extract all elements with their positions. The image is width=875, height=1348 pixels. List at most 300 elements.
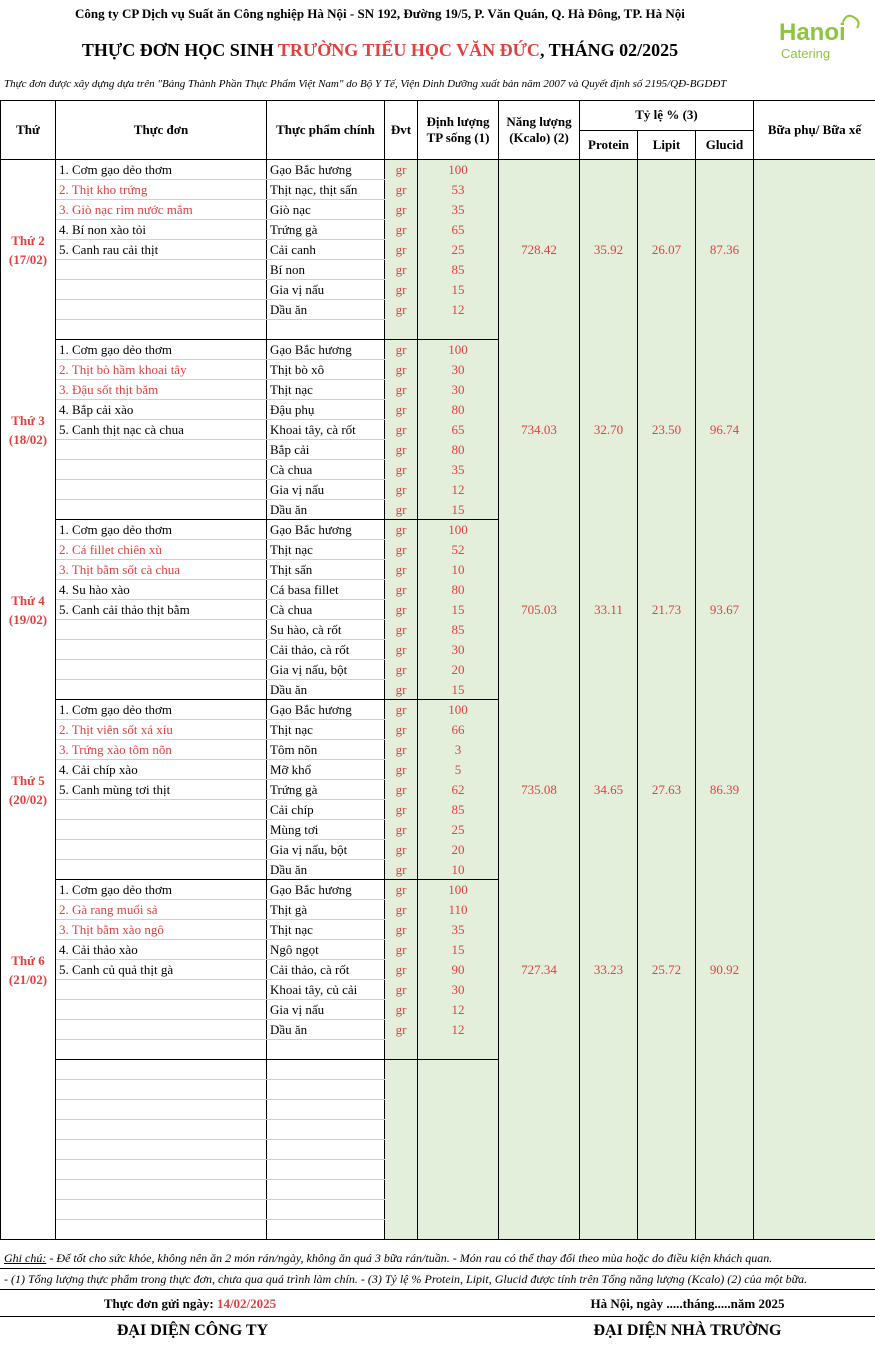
quantity-cell: 15 bbox=[418, 680, 499, 700]
unit-cell: gr bbox=[385, 460, 418, 480]
empty-row bbox=[1, 1200, 875, 1220]
empty-cell bbox=[580, 1060, 638, 1080]
ingredient-cell: Cà chua bbox=[267, 460, 385, 480]
empty-cell bbox=[754, 1200, 875, 1220]
ghi-chu-label: Ghi chú: bbox=[4, 1251, 47, 1265]
svg-text:Catering: Catering bbox=[781, 46, 831, 61]
empty-cell bbox=[754, 1060, 875, 1080]
title-suffix: , THÁNG 02/2025 bbox=[539, 40, 679, 60]
dish-cell: 4. Su hào xào bbox=[56, 580, 267, 600]
ingredient-cell: Cải thảo, cà rốt bbox=[267, 960, 385, 980]
empty-row bbox=[1, 1080, 875, 1100]
empty-cell bbox=[418, 1080, 499, 1100]
ingredient-cell: Gạo Bắc hương bbox=[267, 700, 385, 720]
dish-cell: 3. Thịt bằm xào ngô bbox=[56, 920, 267, 940]
empty-cell bbox=[418, 1180, 499, 1200]
quantity-cell bbox=[418, 320, 499, 340]
note-1-text: - Để tốt cho sức khỏe, không nên ăn 2 món rán/ngày, không ăn quá 3 bữa rán/tuần. - Món rau có thể thay đổi theo mùa hoặc do điều kiện khách quan. bbox=[46, 1251, 773, 1265]
quantity-cell: 100 bbox=[418, 160, 499, 180]
ingredient-cell: Su hào, cà rốt bbox=[267, 620, 385, 640]
day-date: (21/02) bbox=[8, 971, 48, 987]
note-line-2 bbox=[0, 1269, 875, 1290]
unit-cell bbox=[385, 1040, 418, 1060]
quantity-cell: 62 bbox=[418, 780, 499, 800]
ingredient-cell: Thịt gà bbox=[267, 900, 385, 920]
ingredient-cell: Dầu ăn bbox=[267, 680, 385, 700]
quantity-cell: 100 bbox=[418, 700, 499, 720]
quantity-cell: 25 bbox=[418, 240, 499, 260]
day-name: Thứ 5 bbox=[11, 772, 45, 788]
sent-date: 14/02/2025 bbox=[216, 1296, 277, 1311]
unit-cell: gr bbox=[385, 760, 418, 780]
company-line: Công ty CP Dịch vụ Suất ăn Công nghiệp Hà Nội - SN 192, Đường 19/5, P. Văn Quán, Q. Hà Đông, TP. Hà Nội bbox=[75, 6, 685, 21]
empty-cell bbox=[754, 1080, 875, 1100]
empty-row bbox=[1, 1140, 875, 1160]
protein-cell: 34.65 bbox=[580, 700, 638, 880]
dish-cell: 5. Canh củ quả thịt gà bbox=[56, 960, 267, 980]
dish-cell: 1. Cơm gạo dẻo thơm bbox=[56, 160, 267, 180]
quantity-cell: 15 bbox=[418, 500, 499, 520]
ingredient-cell: Tôm nõn bbox=[267, 740, 385, 760]
day-name: Thứ 2 bbox=[11, 232, 45, 248]
title-prefix: THỰC ĐƠN HỌC SINH bbox=[81, 40, 278, 60]
empty-cell bbox=[1, 1200, 56, 1220]
dish-cell: 3. Trứng xào tôm nõn bbox=[56, 740, 267, 760]
ingredient-cell: Gạo Bắc hương bbox=[267, 880, 385, 900]
quantity-cell: 100 bbox=[418, 340, 499, 360]
bua-phu-cell bbox=[754, 520, 875, 700]
dish-cell bbox=[56, 1020, 267, 1040]
bua-phu-cell bbox=[754, 160, 875, 340]
quantity-cell: 80 bbox=[418, 580, 499, 600]
dish-cell bbox=[56, 800, 267, 820]
quantity-cell: 100 bbox=[418, 880, 499, 900]
quantity-cell: 30 bbox=[418, 380, 499, 400]
day-date: (17/02) bbox=[8, 251, 48, 267]
unit-cell: gr bbox=[385, 840, 418, 860]
empty-cell bbox=[638, 1180, 696, 1200]
empty-cell bbox=[418, 1100, 499, 1120]
unit-cell: gr bbox=[385, 860, 418, 880]
dish-cell: 3. Thịt bằm sốt cà chua bbox=[56, 560, 267, 580]
empty-row bbox=[1, 1060, 875, 1080]
unit-cell: gr bbox=[385, 440, 418, 460]
dish-cell bbox=[56, 980, 267, 1000]
energy-cell: 705.03 bbox=[499, 520, 580, 700]
ingredient-cell: Gạo Bắc hương bbox=[267, 160, 385, 180]
day-date: (18/02) bbox=[8, 431, 48, 447]
unit-cell: gr bbox=[385, 560, 418, 580]
empty-cell bbox=[56, 1200, 267, 1220]
dish-cell bbox=[56, 440, 267, 460]
quantity-cell: 12 bbox=[418, 300, 499, 320]
empty-cell bbox=[696, 1160, 754, 1180]
empty-cell bbox=[696, 1140, 754, 1160]
quantity-cell: 5 bbox=[418, 760, 499, 780]
quantity-cell: 15 bbox=[418, 600, 499, 620]
ingredient-cell: Trứng gà bbox=[267, 780, 385, 800]
quantity-cell: 85 bbox=[418, 620, 499, 640]
empty-cell bbox=[696, 1100, 754, 1120]
lipit-cell: 21.73 bbox=[638, 520, 696, 700]
glucid-cell: 86.39 bbox=[696, 700, 754, 880]
dish-cell: 2. Thịt bò hầm khoai tây bbox=[56, 360, 267, 380]
ingredient-cell: Cải chíp bbox=[267, 800, 385, 820]
quantity-cell: 52 bbox=[418, 540, 499, 560]
empty-cell bbox=[385, 1100, 418, 1120]
sign-company: ĐẠI DIỆN CÔNG TY bbox=[116, 1322, 269, 1339]
empty-cell bbox=[267, 1060, 385, 1080]
dish-cell bbox=[56, 460, 267, 480]
lipit-cell: 25.72 bbox=[638, 880, 696, 1060]
footer-notes bbox=[0, 1248, 875, 1290]
ingredient-cell: Giò nạc bbox=[267, 200, 385, 220]
ingredient-cell: Thịt sấn bbox=[267, 560, 385, 580]
empty-cell bbox=[267, 1180, 385, 1200]
unit-cell: gr bbox=[385, 240, 418, 260]
unit-cell: gr bbox=[385, 300, 418, 320]
quantity-cell: 30 bbox=[418, 640, 499, 660]
ingredient-cell: Dầu ăn bbox=[267, 860, 385, 880]
dish-cell: 5. Canh cải thảo thịt bằm bbox=[56, 600, 267, 620]
dish-cell: 2. Thịt viên sốt xá xíu bbox=[56, 720, 267, 740]
empty-cell bbox=[696, 1060, 754, 1080]
quantity-cell: 85 bbox=[418, 800, 499, 820]
empty-cell bbox=[56, 1180, 267, 1200]
bua-phu-cell bbox=[754, 700, 875, 880]
col-bua-phu: Bữa phụ/ Bữa xế bbox=[754, 101, 875, 160]
dish-cell bbox=[56, 860, 267, 880]
quantity-cell: 90 bbox=[418, 960, 499, 980]
empty-cell bbox=[499, 1080, 580, 1100]
energy-cell: 727.34 bbox=[499, 880, 580, 1060]
col-dvt: Đvt bbox=[385, 101, 418, 160]
dish-cell: 4. Cải chíp xào bbox=[56, 760, 267, 780]
empty-cell bbox=[385, 1080, 418, 1100]
ingredient-cell: Dầu ăn bbox=[267, 500, 385, 520]
unit-cell: gr bbox=[385, 940, 418, 960]
dish-cell: 5. Canh rau cải thịt bbox=[56, 240, 267, 260]
ingredient-cell: Ngô ngọt bbox=[267, 940, 385, 960]
col-thu: Thứ bbox=[1, 101, 56, 160]
dish-cell: 2. Cá fillet chiên xù bbox=[56, 540, 267, 560]
empty-cell bbox=[1, 1180, 56, 1200]
empty-cell bbox=[418, 1220, 499, 1240]
ingredient-cell: Cải canh bbox=[267, 240, 385, 260]
empty-cell bbox=[696, 1200, 754, 1220]
empty-cell bbox=[580, 1180, 638, 1200]
unit-cell: gr bbox=[385, 660, 418, 680]
empty-cell bbox=[499, 1160, 580, 1180]
quantity-cell: 10 bbox=[418, 860, 499, 880]
empty-cell bbox=[696, 1220, 754, 1240]
empty-cell bbox=[696, 1120, 754, 1140]
dish-cell bbox=[56, 300, 267, 320]
quantity-cell: 65 bbox=[418, 420, 499, 440]
dish-cell: 2. Gà rang muối sả bbox=[56, 900, 267, 920]
glucid-cell: 93.67 bbox=[696, 520, 754, 700]
empty-cell bbox=[1, 1060, 56, 1080]
empty-cell bbox=[580, 1120, 638, 1140]
energy-cell: 734.03 bbox=[499, 340, 580, 520]
unit-cell: gr bbox=[385, 980, 418, 1000]
unit-cell: gr bbox=[385, 360, 418, 380]
unit-cell: gr bbox=[385, 700, 418, 720]
dish-cell: 3. Giò nạc rim nước mắm bbox=[56, 200, 267, 220]
empty-cell bbox=[499, 1140, 580, 1160]
empty-cell bbox=[580, 1080, 638, 1100]
day-name: Thứ 6 bbox=[11, 952, 45, 968]
ingredient-cell: Cá basa fillet bbox=[267, 580, 385, 600]
unit-cell: gr bbox=[385, 1020, 418, 1040]
day-cell bbox=[1, 160, 56, 340]
empty-cell bbox=[638, 1120, 696, 1140]
unit-cell: gr bbox=[385, 280, 418, 300]
day-cell bbox=[1, 880, 56, 1060]
empty-cell bbox=[580, 1100, 638, 1120]
empty-cell bbox=[385, 1060, 418, 1080]
ingredient-cell: Bắp cải bbox=[267, 440, 385, 460]
empty-row bbox=[1, 1100, 875, 1120]
unit-cell: gr bbox=[385, 520, 418, 540]
unit-cell: gr bbox=[385, 380, 418, 400]
ingredient-cell: Bí non bbox=[267, 260, 385, 280]
bua-phu-cell bbox=[754, 880, 875, 1060]
empty-cell bbox=[580, 1160, 638, 1180]
dish-cell bbox=[56, 660, 267, 680]
ingredient-cell: Thịt nạc, thịt sấn bbox=[267, 180, 385, 200]
unit-cell: gr bbox=[385, 580, 418, 600]
col-thuc-don: Thực đơn bbox=[56, 101, 267, 160]
note-line-1 bbox=[0, 1248, 875, 1269]
empty-cell bbox=[754, 1180, 875, 1200]
empty-cell bbox=[638, 1140, 696, 1160]
ingredient-cell: Khoai tây, củ cải bbox=[267, 980, 385, 1000]
unit-cell: gr bbox=[385, 420, 418, 440]
unit-cell: gr bbox=[385, 920, 418, 940]
table-row bbox=[1, 520, 875, 540]
ingredient-cell: Đậu phụ bbox=[267, 400, 385, 420]
unit-cell: gr bbox=[385, 540, 418, 560]
empty-cell bbox=[1, 1220, 56, 1240]
unit-cell: gr bbox=[385, 500, 418, 520]
unit-cell: gr bbox=[385, 720, 418, 740]
unit-cell: gr bbox=[385, 740, 418, 760]
quantity-cell: 110 bbox=[418, 900, 499, 920]
day-cell bbox=[1, 340, 56, 520]
page-title bbox=[0, 40, 760, 61]
empty-cell bbox=[385, 1200, 418, 1220]
bua-phu-cell bbox=[754, 340, 875, 520]
empty-cell bbox=[580, 1220, 638, 1240]
unit-cell: gr bbox=[385, 400, 418, 420]
protein-cell: 32.70 bbox=[580, 340, 638, 520]
quantity-cell: 30 bbox=[418, 360, 499, 380]
unit-cell: gr bbox=[385, 960, 418, 980]
dish-cell bbox=[56, 640, 267, 660]
day-date: (20/02) bbox=[8, 791, 48, 807]
lipit-cell: 27.63 bbox=[638, 700, 696, 880]
ingredient-cell: Mỡ khổ bbox=[267, 760, 385, 780]
dish-cell bbox=[56, 1000, 267, 1020]
dish-cell: 4. Cải thảo xào bbox=[56, 940, 267, 960]
glucid-cell: 96.74 bbox=[696, 340, 754, 520]
ingredient-cell: Mùng tơi bbox=[267, 820, 385, 840]
ingredient-cell: Gạo Bắc hương bbox=[267, 340, 385, 360]
unit-cell: gr bbox=[385, 1000, 418, 1020]
empty-cell bbox=[754, 1120, 875, 1140]
glucid-cell: 87.36 bbox=[696, 160, 754, 340]
empty-cell bbox=[580, 1140, 638, 1160]
unit-cell: gr bbox=[385, 900, 418, 920]
dish-cell bbox=[56, 320, 267, 340]
empty-cell bbox=[499, 1060, 580, 1080]
empty-cell bbox=[418, 1160, 499, 1180]
quantity-cell: 35 bbox=[418, 920, 499, 940]
svg-text:Hanoi: Hanoi bbox=[779, 19, 846, 46]
empty-cell bbox=[385, 1220, 418, 1240]
quantity-cell: 65 bbox=[418, 220, 499, 240]
table-row bbox=[1, 880, 875, 900]
empty-cell bbox=[754, 1160, 875, 1180]
empty-cell bbox=[418, 1060, 499, 1080]
col-protein: Protein bbox=[580, 130, 638, 160]
empty-cell bbox=[56, 1220, 267, 1240]
empty-cell bbox=[638, 1060, 696, 1080]
unit-cell: gr bbox=[385, 800, 418, 820]
empty-cell bbox=[499, 1180, 580, 1200]
ingredient-cell: Thịt nạc bbox=[267, 540, 385, 560]
empty-cell bbox=[1, 1140, 56, 1160]
ingredient-cell: Dầu ăn bbox=[267, 300, 385, 320]
dish-cell bbox=[56, 840, 267, 860]
empty-cell bbox=[56, 1160, 267, 1180]
dish-cell bbox=[56, 620, 267, 640]
ingredient-cell: Trứng gà bbox=[267, 220, 385, 240]
empty-cell bbox=[56, 1060, 267, 1080]
dish-cell bbox=[56, 1040, 267, 1060]
day-date: (19/02) bbox=[8, 611, 48, 627]
lipit-cell: 26.07 bbox=[638, 160, 696, 340]
dish-cell: 1. Cơm gạo dẻo thơm bbox=[56, 700, 267, 720]
col-thuc-pham: Thực phẩm chính bbox=[267, 101, 385, 160]
empty-cell bbox=[418, 1200, 499, 1220]
unit-cell: gr bbox=[385, 180, 418, 200]
title-school: TRƯỜNG TIỂU HỌC VĂN ĐỨC bbox=[277, 40, 540, 60]
energy-cell: 728.42 bbox=[499, 160, 580, 340]
empty-cell bbox=[267, 1160, 385, 1180]
quantity-cell: 80 bbox=[418, 400, 499, 420]
quantity-cell: 53 bbox=[418, 180, 499, 200]
unit-cell: gr bbox=[385, 820, 418, 840]
empty-cell bbox=[754, 1100, 875, 1120]
dish-cell: 5. Canh thịt nạc cà chua bbox=[56, 420, 267, 440]
empty-row bbox=[1, 1220, 875, 1240]
empty-cell bbox=[754, 1140, 875, 1160]
quantity-cell: 100 bbox=[418, 520, 499, 540]
quantity-cell: 66 bbox=[418, 720, 499, 740]
lipit-cell: 23.50 bbox=[638, 340, 696, 520]
unit-cell: gr bbox=[385, 640, 418, 660]
ingredient-cell: Cải thảo, cà rốt bbox=[267, 640, 385, 660]
sign-school: ĐẠI DIỆN NHÀ TRƯỜNG bbox=[593, 1322, 782, 1339]
col-ty-le: Tỷ lệ % (3) bbox=[580, 101, 754, 131]
empty-cell bbox=[1, 1080, 56, 1100]
menu-table bbox=[0, 100, 875, 1240]
empty-cell bbox=[638, 1160, 696, 1180]
dish-cell: 3. Đậu sốt thịt băm bbox=[56, 380, 267, 400]
unit-cell: gr bbox=[385, 260, 418, 280]
unit-cell bbox=[385, 320, 418, 340]
sent-date-line bbox=[0, 1296, 380, 1312]
place-date: Hà Nội, ngày .....tháng.....năm 2025 bbox=[590, 1296, 785, 1311]
table-row bbox=[1, 700, 875, 720]
unit-cell: gr bbox=[385, 880, 418, 900]
day-name: Thứ 4 bbox=[11, 592, 45, 608]
empty-cell bbox=[499, 1100, 580, 1120]
ingredient-cell: Gia vị nấu, bột bbox=[267, 660, 385, 680]
empty-cell bbox=[1, 1160, 56, 1180]
empty-cell bbox=[1, 1120, 56, 1140]
dish-cell: 1. Cơm gạo dẻo thơm bbox=[56, 340, 267, 360]
col-glucid: Glucid bbox=[696, 130, 754, 160]
ingredient-cell: Gia vị nấu bbox=[267, 480, 385, 500]
empty-cell bbox=[56, 1140, 267, 1160]
quantity-cell: 20 bbox=[418, 660, 499, 680]
ingredient-cell: Thịt nạc bbox=[267, 380, 385, 400]
empty-row bbox=[1, 1160, 875, 1180]
empty-cell bbox=[385, 1160, 418, 1180]
unit-cell: gr bbox=[385, 780, 418, 800]
table-row bbox=[1, 340, 875, 360]
day-cell bbox=[1, 520, 56, 700]
ingredient-cell: Thịt bò xô bbox=[267, 360, 385, 380]
note-2-text: - (1) Tổng lượng thực phẩm trong thực đơn, chưa qua quá trình làm chín. - (3) Tỷ lệ % Protein, Lipit, Glucid được tính trên Tổng năng lượng (Kcalo) (2) của một bữa. bbox=[4, 1272, 808, 1286]
quantity-cell: 35 bbox=[418, 460, 499, 480]
unit-cell: gr bbox=[385, 340, 418, 360]
unit-cell: gr bbox=[385, 680, 418, 700]
empty-cell bbox=[267, 1120, 385, 1140]
empty-cell bbox=[267, 1080, 385, 1100]
empty-cell bbox=[580, 1200, 638, 1220]
quantity-cell: 15 bbox=[418, 280, 499, 300]
empty-cell bbox=[499, 1120, 580, 1140]
quantity-cell: 12 bbox=[418, 1000, 499, 1020]
dish-cell bbox=[56, 260, 267, 280]
quantity-cell: 25 bbox=[418, 820, 499, 840]
empty-cell bbox=[418, 1120, 499, 1140]
sent-label: Thực đơn gửi ngày: bbox=[103, 1296, 217, 1311]
unit-cell: gr bbox=[385, 620, 418, 640]
dish-cell: 2. Thịt kho trứng bbox=[56, 180, 267, 200]
unit-cell: gr bbox=[385, 200, 418, 220]
unit-cell: gr bbox=[385, 600, 418, 620]
empty-row bbox=[1, 1120, 875, 1140]
empty-cell bbox=[696, 1080, 754, 1100]
hanoi-catering-logo bbox=[775, 8, 865, 68]
ingredient-cell: Gạo Bắc hương bbox=[267, 520, 385, 540]
quantity-cell: 12 bbox=[418, 1020, 499, 1040]
day-cell bbox=[1, 700, 56, 880]
unit-cell: gr bbox=[385, 220, 418, 240]
empty-cell bbox=[385, 1180, 418, 1200]
empty-cell bbox=[56, 1080, 267, 1100]
day-name: Thứ 3 bbox=[11, 412, 45, 428]
quantity-cell: 35 bbox=[418, 200, 499, 220]
empty-cell bbox=[638, 1200, 696, 1220]
dish-cell bbox=[56, 480, 267, 500]
empty-cell bbox=[267, 1100, 385, 1120]
